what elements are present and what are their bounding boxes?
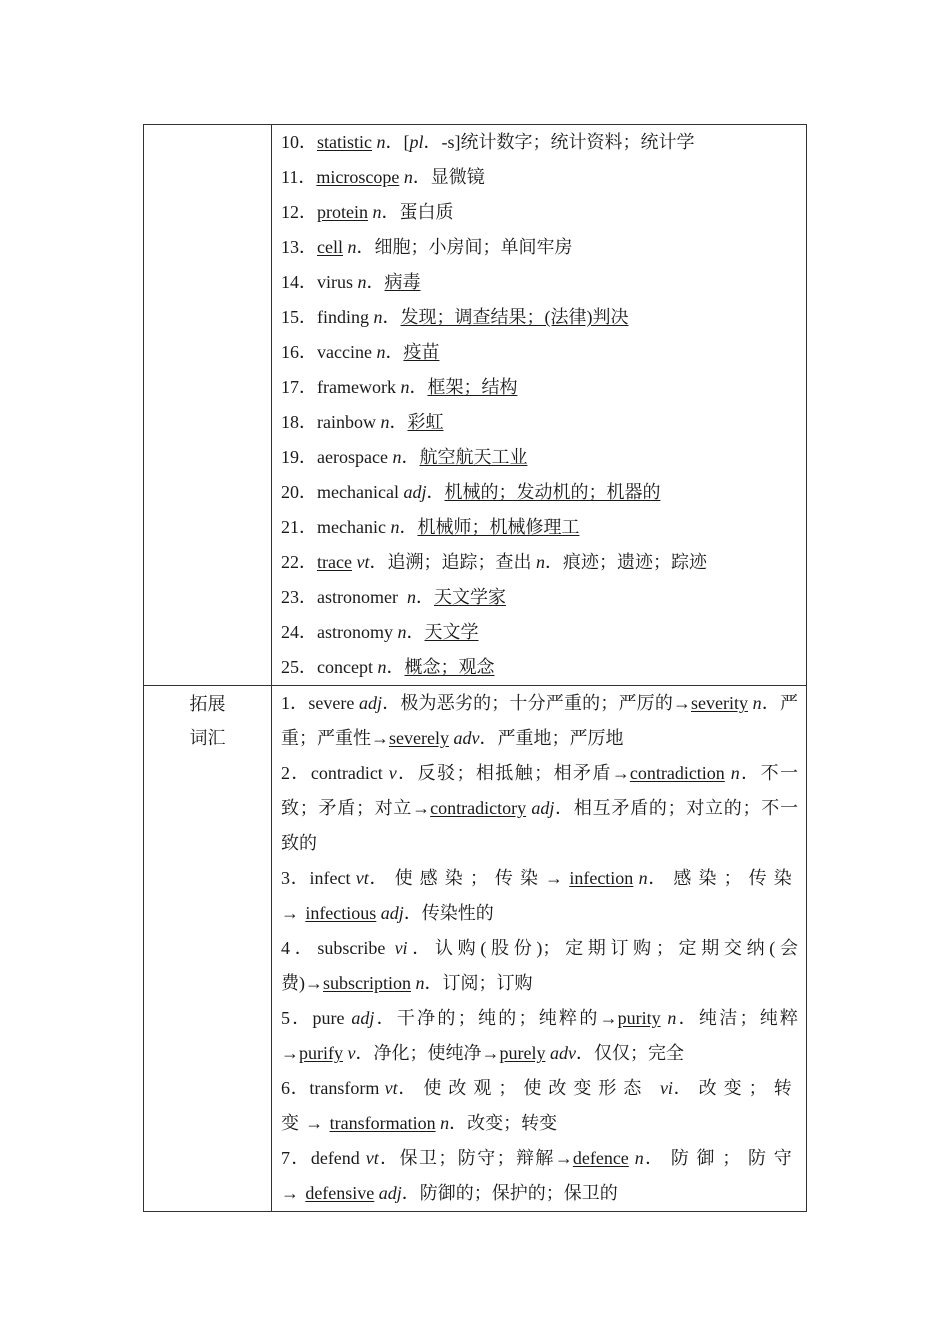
extended-vocab-list [272, 686, 807, 1212]
entry-concept: 25．concept n．概念；观念 [281, 657, 495, 677]
table-row-core [144, 125, 807, 686]
section-label-extended [144, 686, 272, 1212]
entry-astronomy: 24．astronomy n．天文学 [281, 622, 479, 642]
core-vocab-list [272, 125, 807, 686]
entry-framework: 17．framework n．框架；结构 [281, 377, 518, 397]
entry-finding: 15．finding n．发现；调查结果；(法律)判决 [281, 307, 629, 327]
vocabulary-table [143, 124, 807, 1212]
entry-virus: 14．virus n．病毒 [281, 272, 421, 292]
entry-defend: 7．defend vt．保卫；防守；辩解→defence n．防御；防守→defensive adj．防御的；保护的；保卫的 [281, 1148, 798, 1203]
entry-transform: 6．transform vt．使改观；使改变形态 vi．改变；转变→transformation n．改变；转变 [281, 1078, 798, 1133]
entry-statistic: 10．statistic n．[pl．-s]统计数字；统计资料；统计学 [281, 132, 695, 152]
entry-infect: 3．infect vt．使感染；传染→infection n．感染；传染→infectious adj．传染性的 [281, 868, 798, 923]
entry-vaccine: 16．vaccine n．疫苗 [281, 342, 440, 362]
entry-astronomer: 23．astronomer n．天文学家 [281, 587, 506, 607]
entry-microscope: 11．microscope n．显微镜 [281, 167, 485, 187]
entry-mechanic: 21．mechanic n．机械师；机械修理工 [281, 517, 580, 537]
entry-cell: 13．cell n．细胞；小房间；单间牢房 [281, 237, 573, 257]
entry-subscribe: 4．subscribe vi．认购(股份)；定期订购；定期交纳(会费)→subscription n．订阅；订购 [281, 938, 798, 993]
entry-rainbow: 18．rainbow n．彩虹 [281, 412, 444, 432]
section-label-empty [144, 125, 272, 686]
label-line-1: 拓展 [189, 694, 226, 714]
label-line-2: 词汇 [189, 728, 226, 748]
entry-pure: 5．pure adj．干净的；纯的；纯粹的→purity n．纯洁；纯粹→purify v．净化；使纯净→purely adv．仅仅；完全 [281, 1008, 799, 1063]
entry-protein: 12．protein n．蛋白质 [281, 202, 454, 222]
entry-aerospace: 19．aerospace n．航空航天工业 [281, 447, 528, 467]
entry-severe: 1．severe adj．极为恶劣的；十分严重的；严厉的→severity n．严重；严重性→severely adv．严重地；严厉地 [281, 693, 799, 748]
entry-mechanical: 20．mechanical adj．机械的；发动机的；机器的 [281, 482, 661, 502]
entry-contradict: 2．contradict v．反驳；相抵触；相矛盾→contradiction n．不一致；矛盾；对立→contradictory adj．相互矛盾的；对立的；不一致的 [281, 763, 799, 853]
entry-trace: 22．trace vt．追溯；追踪；查出 n．痕迹；遗迹；踪迹 [281, 552, 707, 572]
table-row-extended [144, 686, 807, 1212]
